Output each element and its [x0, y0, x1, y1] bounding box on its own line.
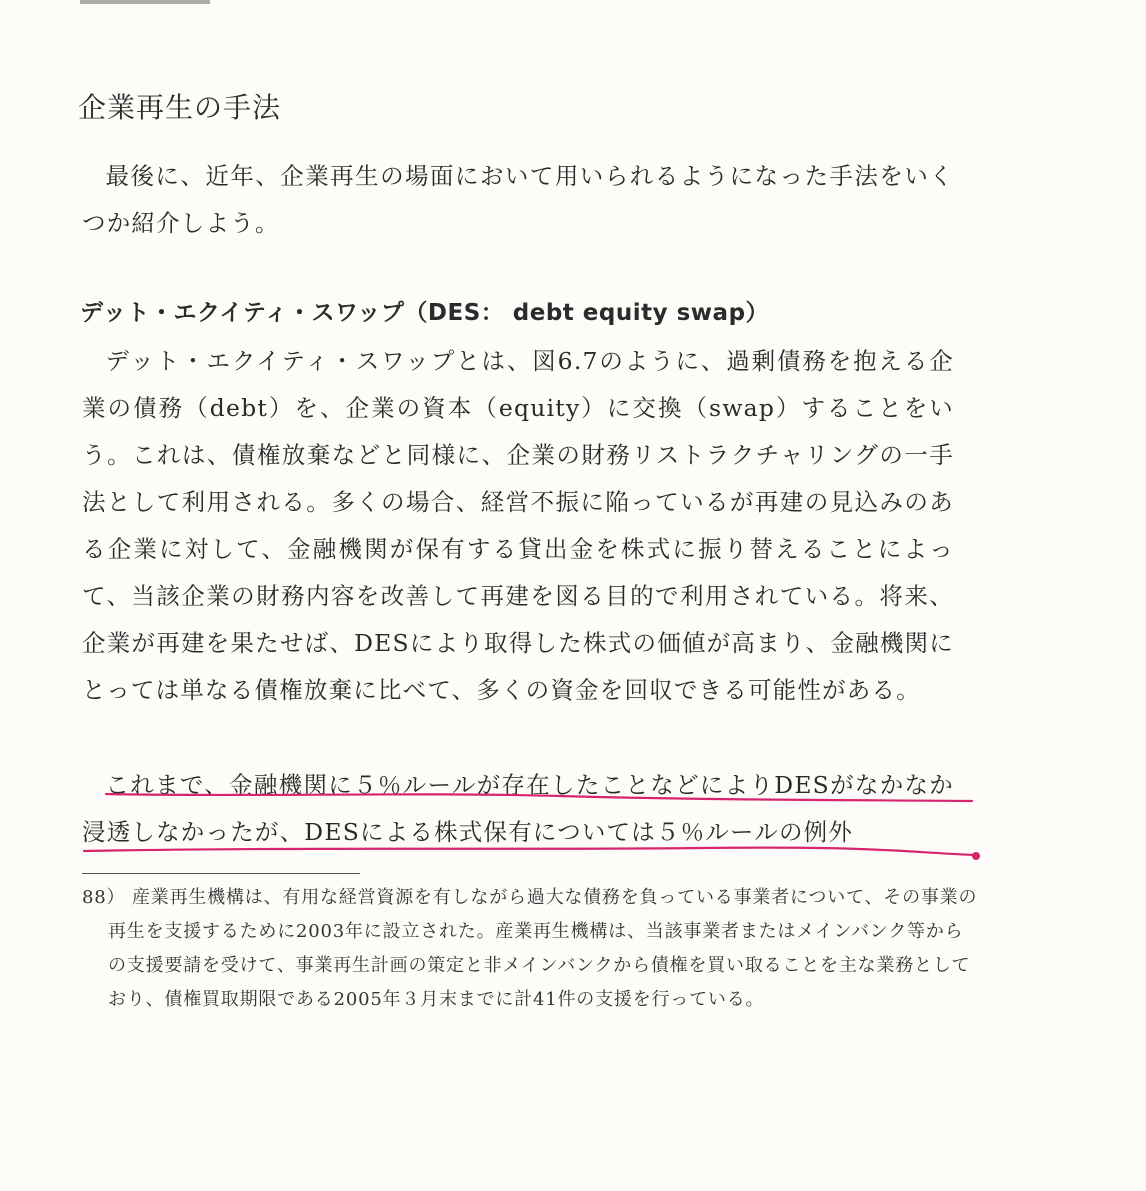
highlighted-paragraph: これまで、金融機関に５％ルールが存在したことなどによりDESがなかなか浸透しなかったが、DESによる株式保有については５％ルールの例外	[82, 771, 954, 846]
footnote-number: 88）	[82, 887, 126, 908]
underline-end-dot	[972, 852, 980, 860]
footnote-text: 産業再生機構は、有用な経営資源を有しながら過大な債務を負っている事業者について、その事業の再生を支援するために2003年に設立された。産業再生機構は、当該事業者またはメインバンク等からの支援要請を受けて、事業再生計画の策定と非メインバンクから債権を買い取ることを主な業務としており、債権買取期限である2005年３月末までに計41件の支援を行っている。	[108, 887, 978, 1010]
des-body-paragraph: デット・エクイティ・スワップとは、図6.7のように、過剰債務を抱える企業の債務（debt）を、企業の資本（equity）に交換（swap）することをいう。これは、債権放棄などと同様に、企業の財務リストラクチャリングの一手法として利用される。多くの場合、経営不振に陥っているが再建の見込みのある企業に対して、金融機関が保有する貸出金を株式に振り替えることによって、当該企業の財務内容を改善して再建を図る目的で利用されている。将来、企業が再建を果たせば、DESにより取得した株式の価値が高まり、金融機関にとっては単なる債権放棄に比べて、多くの資金を回収できる可能性がある。	[82, 347, 954, 704]
footnote	[82, 881, 978, 1017]
section-heading: 企業再生の手法	[78, 91, 282, 124]
intro-paragraph: 最後に、近年、企業再生の場面において用いられるようになった手法をいくつか紹介しよう。	[82, 162, 954, 237]
footnote-rule	[82, 873, 360, 874]
header-remnant	[80, 0, 210, 4]
des-subheading: デット・エクイティ・スワップ（DES： debt equity swap）	[80, 300, 770, 326]
